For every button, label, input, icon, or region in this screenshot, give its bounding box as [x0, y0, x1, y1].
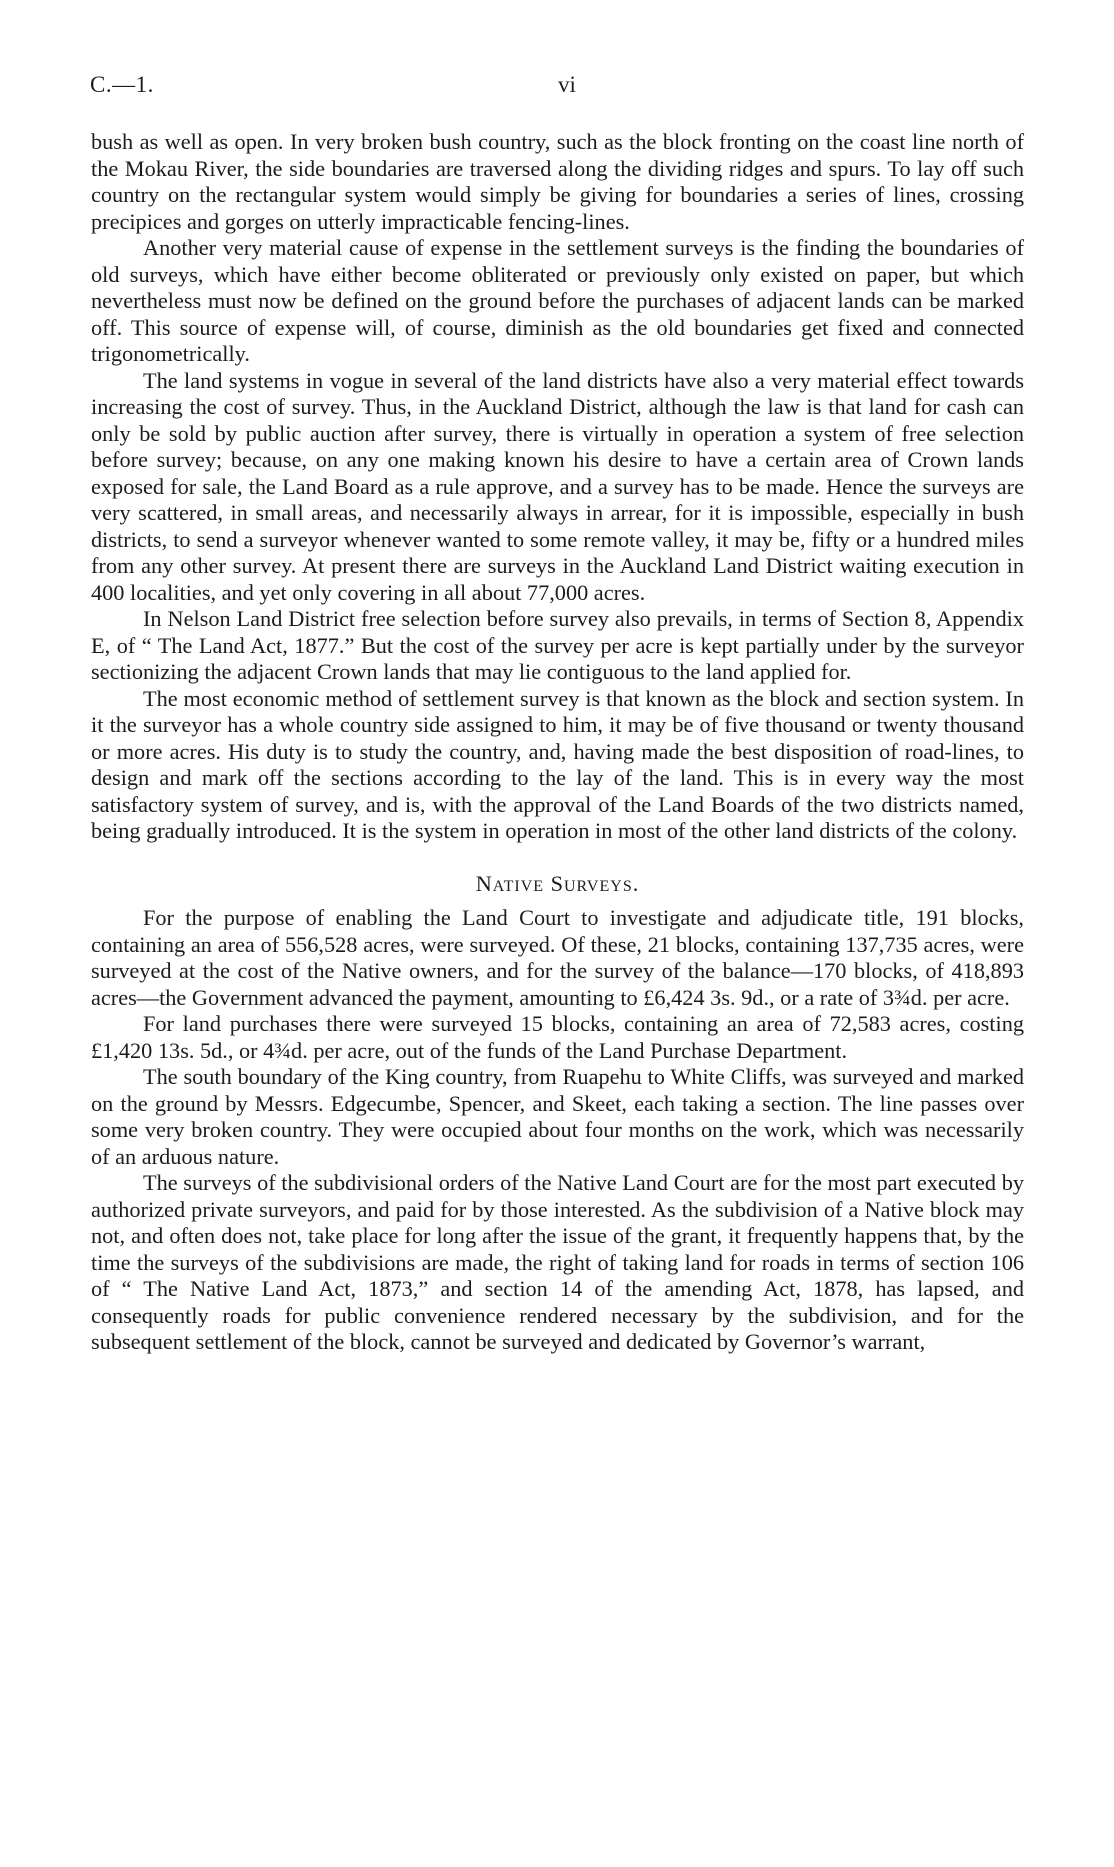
paragraph: For land purchases there were surveyed 15 blocks, containing an area of 72,583 acres, costing £1,420 13s. 5d., or 4¾d. per acre, out of the funds of the Land Purchase Department. [91, 1011, 1024, 1063]
page-body [91, 129, 1024, 1356]
page-header [90, 72, 1025, 106]
paragraph: For the purpose of enabling the Land Court to investigate and adjudicate title, 191 blocks, containing an area of 556,528 acres, were surveyed. Of these, 21 blocks, containing 137,735 acres, were surveyed at the cost of the Native owners, and for the survey of the balance—170 blocks, of 418,893 acres—the Government advanced the payment, amounting to £6,424 3s. 9d., or a rate of 3¾d. per acre. [91, 905, 1024, 1010]
paragraph: In Nelson Land District free selection before survey also prevails, in terms of Section 8, Appendix E, of “ The Land Act, 1877.” But the cost of the survey per acre is kept partially under by the surveyor sectionizing the adjacent Crown lands that may lie contiguous to the land applied for. [91, 606, 1024, 684]
paragraph: The most economic method of settlement survey is that known as the block and section system. In it the surveyor has a whole country side assigned to him, it may be of five thousand or twenty thousand or more acres. His duty is to study the country, and, having made the best disposition of road-lines, to design and mark off the sections according to the lay of the land. This is in every way the most satisfactory system of survey, and is, with the approval of the Land Boards of the two districts named, being gradually introduced. It is the system in operation in most of the other land districts of the colony. [91, 685, 1024, 843]
paragraph-continued: bush as well as open. In very broken bush country, such as the block fronting on the coast line north of the Mokau River, the side boundaries are traversed along the dividing ridges and spurs. To lay off such country on the rectangular system would simply be giving for boundaries a series of lines, crossing precipices and gorges on utterly impracticable fencing-lines. [91, 129, 1024, 234]
paragraph: The land systems in vogue in several of the land districts have also a very material effect towards increasing the cost of survey. Thus, in the Auckland District, although the law is that land for cash can only be sold by public auction after survey, there is virtually in operation a system of free selection before survey; because, on any one making known his desire to have a certain area of Crown lands exposed for sale, the Land Board as a rule approve, and a survey has to be made. Hence the surveys are very scattered, in small areas, and necessarily always in arrear, for it is impossible, especially in bush districts, to send a surveyor whenever wanted to some remote valley, it may be, fifty or a hundred miles from any other survey. At present there are surveys in the Auckland Land District waiting execution in 400 localities, and yet only covering in all about 77,000 acres. [91, 367, 1024, 605]
paragraph: The south boundary of the King country, from Ruapehu to White Cliffs, was surveyed and marked on the ground by Messrs. Edgecumbe, Spencer, and Skeet, each taking a section. The line passes over some very broken country. They were occupied about four months on the work, which was necessarily of an arduous nature. [91, 1064, 1024, 1169]
section-heading: Native Surveys. [475, 870, 640, 896]
page-number: vi [558, 72, 576, 97]
paragraph: The surveys of the subdivisional orders of the Native Land Court are for the most part executed by authorized private surveyors, and paid for by those interested. As the subdivision of a Native block may not, and often does not, take place for long after the issue of the grant, it frequently happens that, by the time the surveys of the subdivisions are made, the right of taking land for roads in terms of section 106 of “ The Native Land Act, 1873,” and section 14 of the amending Act, 1878, has lapsed, and consequently roads for public convenience rendered necessary by the subdivision, and for the subsequent settlement of the block, cannot be surveyed and dedicated by Governor’s warrant, [91, 1170, 1024, 1354]
document-code: C.—1. [90, 72, 154, 97]
paragraph: Another very material cause of expense in the settlement surveys is the finding the boundaries of old surveys, which have either become obliterated or previously only existed on paper, but which nevertheless must now be defined on the ground before the purchases of adjacent lands can be marked off. This source of expense will, of course, diminish as the old boundaries get fixed and connected trigonometrically. [91, 235, 1024, 366]
